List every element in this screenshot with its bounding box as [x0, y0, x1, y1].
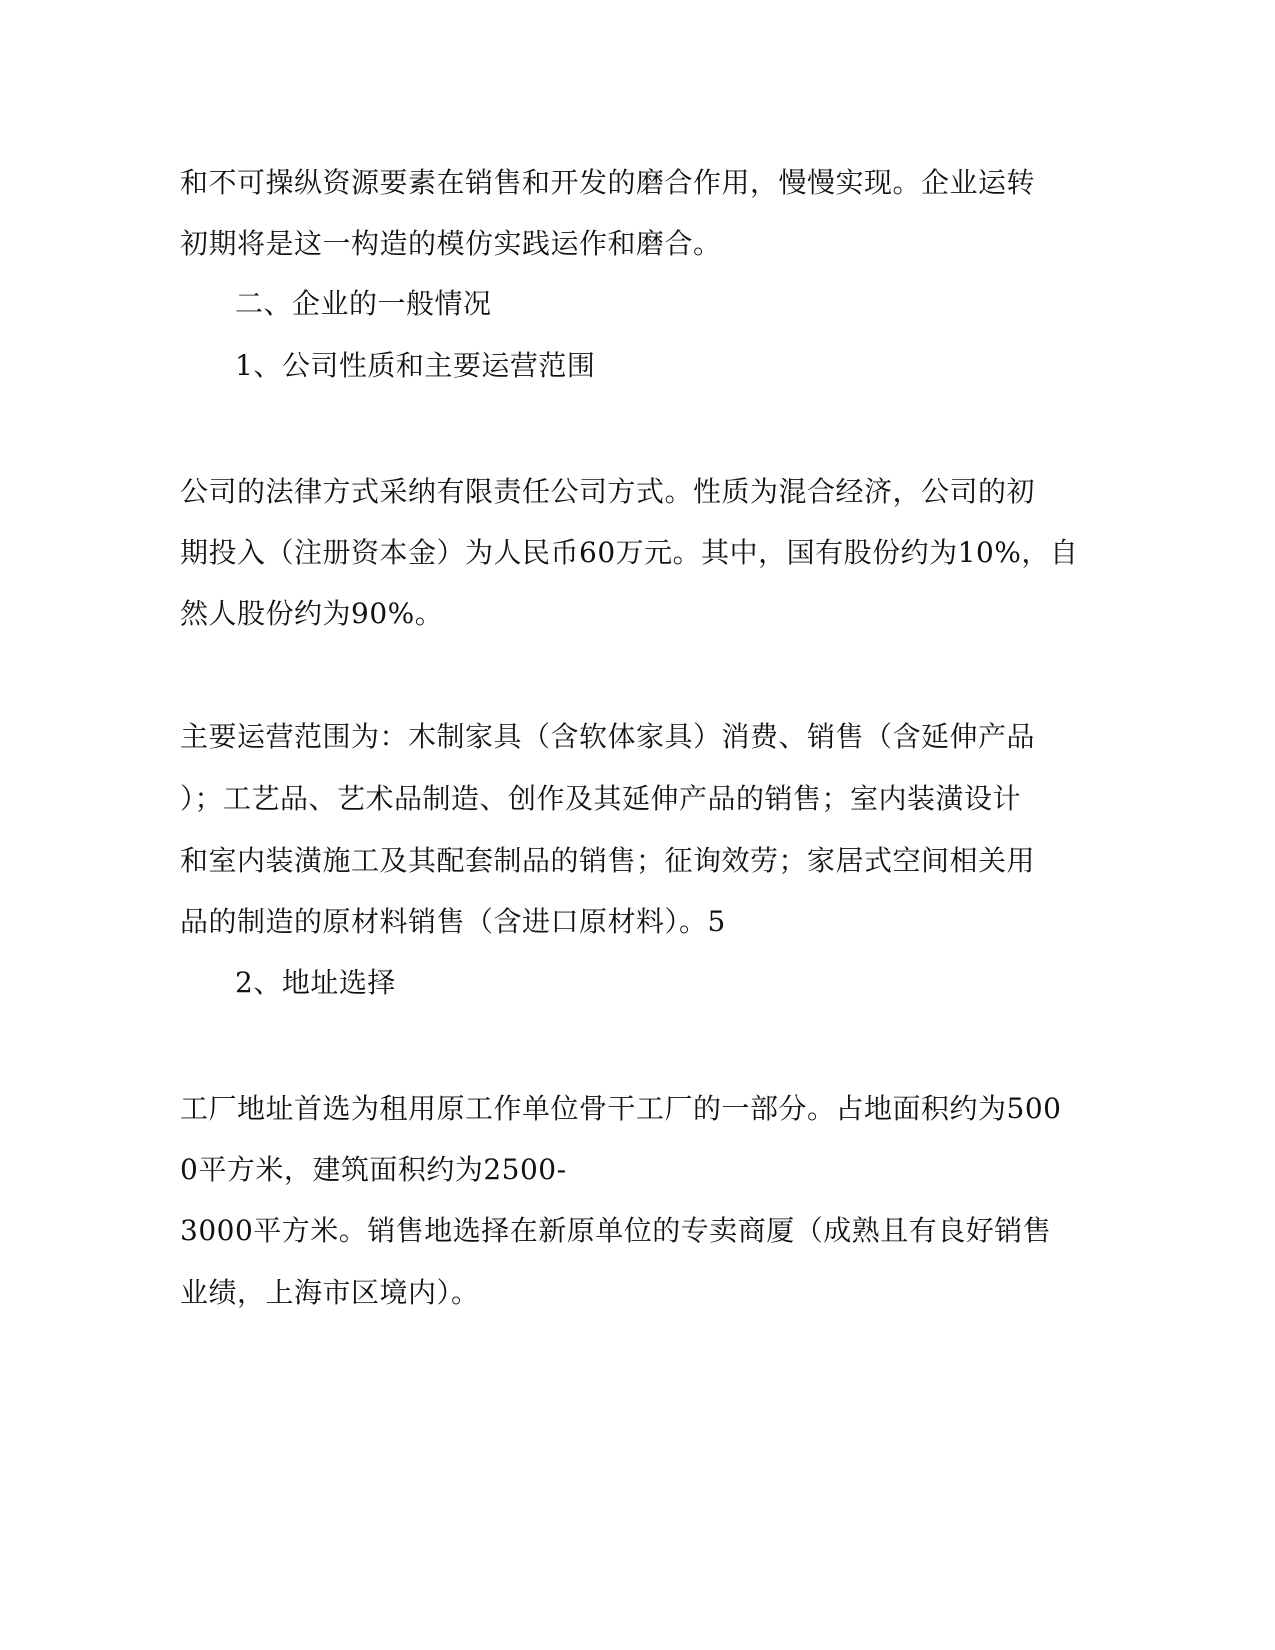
paragraph-line: 0平方米，建筑面积约为2500- [180, 1153, 567, 1186]
section-heading: 二、企业的一般情况 [235, 287, 492, 320]
paragraph-line: 和室内装潢施工及其配套制品的销售；征询效劳；家居式空间相关用 [180, 844, 1036, 877]
paragraph-line: 主要运营范围为：木制家具（含软体家具）消费、销售（含延伸产品 [180, 720, 1036, 753]
paragraph-line: 业绩，上海市区境内）。 [180, 1276, 480, 1309]
paragraph-line: 品的制造的原材料销售（含进口原材料）。5 [180, 905, 726, 938]
paragraph-line: 初期将是这一构造的模仿实践运作和磨合。 [180, 227, 722, 260]
paragraph-line: 工厂地址首选为租用原工作单位骨干工厂的一部分。占地面积约为500 [180, 1092, 1062, 1125]
paragraph-line: 3000平方米。销售地选择在新原单位的专卖商厦（成熟且有良好销售 [180, 1214, 1052, 1247]
paragraph-line: 然人股份约为90%。 [180, 597, 444, 630]
subsection-heading: 1、公司性质和主要运营范围 [235, 349, 596, 382]
paragraph-line: ）；工艺品、艺术品制造、创作及其延伸产品的销售；室内装潢设计 [180, 782, 1022, 815]
paragraph-line: 公司的法律方式采纳有限责任公司方式。性质为混合经济，公司的初 [180, 475, 1036, 508]
paragraph-line: 期投入（注册资本金）为人民币60万元。其中，国有股份约为10%，自 [180, 536, 1079, 569]
paragraph-line: 和不可操纵资源要素在销售和开发的磨合作用，慢慢实现。企业运转 [180, 166, 1036, 199]
subsection-heading: 2、地址选择 [235, 966, 396, 999]
